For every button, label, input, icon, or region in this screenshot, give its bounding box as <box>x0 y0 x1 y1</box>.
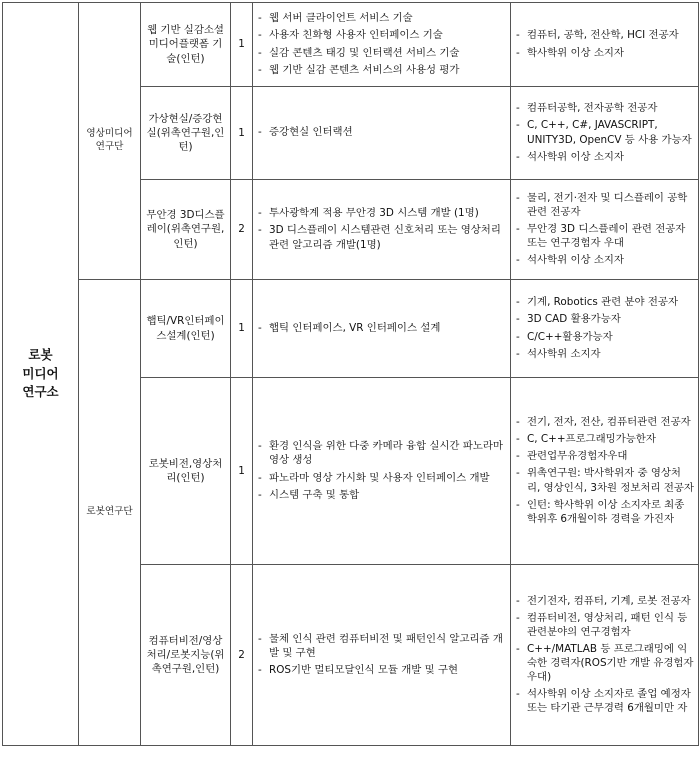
qualification-item: - 기계, Robotics 관련 분야 전공자 <box>515 295 694 309</box>
tasks-cell <box>253 3 511 87</box>
dept-cell <box>79 280 141 746</box>
qualification-item: - C, C++, C#, JAVASCRIPT, UNITY3D, OpenCV 등 사용 가능자 <box>515 118 694 146</box>
qualification-item: - 석사학위 이상 소지자로 졸업 예정자 또는 타기관 근무경력 6개월미만 자 <box>515 687 694 715</box>
position-line: 무안경 3D <box>146 209 195 222</box>
qualification-item: - 학사학위 이상 소지자 <box>515 46 694 60</box>
position-line: 영상처리 <box>166 457 223 484</box>
task-item: - 실감 콘텐츠 태깅 및 인터랙션 서비스 기술 <box>257 46 506 60</box>
position-line: 플랫폼 기술 <box>166 38 223 65</box>
position-line: 로봇지능 <box>170 648 211 661</box>
task-list <box>257 632 506 677</box>
task-item: - 시스템 구축 및 통합 <box>257 488 506 502</box>
task-item: - ROS기반 멀티모달인식 모듈 개발 및 구현 <box>257 663 506 677</box>
position-line: 인턴) <box>178 126 225 154</box>
qualifications-cell <box>511 180 699 280</box>
qualification-item: - 물리, 전기·전자 및 디스플레이 공학 관련 전공자 <box>515 191 694 219</box>
tasks-cell <box>253 565 511 746</box>
position-line: 로봇비전, <box>148 457 193 470</box>
task-list <box>257 11 506 76</box>
task-item: - 물체 인식 관련 컴퓨터비전 및 패턴인식 알고리즘 개발 및 구현 <box>257 632 506 660</box>
tasks-cell <box>253 280 511 378</box>
count-cell: 1 <box>231 378 253 565</box>
dept-cell <box>79 3 141 280</box>
position-line: 가상현실/ <box>148 112 193 125</box>
recruitment-table <box>2 2 699 746</box>
qualifications-cell <box>511 87 699 180</box>
qualification-list <box>515 101 694 163</box>
org-name-line: 미디어 <box>22 365 59 381</box>
qualification-item: - 무안경 3D 디스플레이 관련 전공자 또는 연구경험자 우대 <box>515 222 694 250</box>
table-row <box>3 3 699 87</box>
task-item: - 증강현실 인터랙션 <box>257 125 506 139</box>
task-item: - 사용자 친화형 사용자 인터페이스 기술 <box>257 28 506 42</box>
qualification-list <box>515 191 694 267</box>
position-cell <box>141 280 231 378</box>
tasks-cell <box>253 87 511 180</box>
qualification-item: - C++/MATLAB 등 프로그래밍에 익숙한 경력자(ROS기반 개발 유경험자 우대) <box>515 642 694 684</box>
qualification-list <box>515 28 694 59</box>
org-name-line: 로봇 <box>28 346 53 362</box>
qualification-item: - 컴퓨터비전, 영상처리, 패턴 인식 등 관련분야의 연구경험자 <box>515 611 694 639</box>
count-cell: 1 <box>231 87 253 180</box>
task-list <box>257 321 506 335</box>
qualification-item: - 석사학위 소지자 <box>515 347 694 361</box>
dept-name-line: 영상미디어 <box>86 128 133 140</box>
qualifications-cell <box>511 565 699 746</box>
dept-name-line: 로봇연구단 <box>86 506 133 518</box>
qualification-item: - 컴퓨터, 공학, 전산학, HCI 전공자 <box>515 28 694 42</box>
position-line: 인턴) <box>173 237 198 250</box>
task-item: - 3D 디스플레이 시스템관련 신호처리 또는 영상처리관련 알고리즘 개발(1명) <box>257 223 506 251</box>
position-cell <box>141 180 231 280</box>
position-line: (위촉연구원, <box>151 648 225 676</box>
qualifications-cell <box>511 280 699 378</box>
qualifications-cell <box>511 378 699 565</box>
position-line: 증강현실 <box>146 112 223 139</box>
table-row <box>3 280 699 378</box>
position-line: 인턴) <box>195 663 220 676</box>
position-cell <box>141 87 231 180</box>
task-item: - 환경 인식을 위한 다중 카메라 융합 실시간 파노라마 영상 생성 <box>257 439 506 467</box>
task-item: - 파노라마 영상 가시화 및 사용자 인터페이스 개발 <box>257 471 506 485</box>
position-cell <box>141 565 231 746</box>
count-cell: 2 <box>231 565 253 746</box>
task-list <box>257 439 506 501</box>
qualification-item: - 전기, 전자, 전산, 컴퓨터관련 전공자 <box>515 415 694 429</box>
task-list <box>257 125 506 139</box>
task-list <box>257 206 506 251</box>
qualification-item: - 관련업무유경험자우대 <box>515 449 694 463</box>
position-cell <box>141 3 231 87</box>
position-line: 디스플레이 <box>146 209 225 236</box>
task-item: - 햅틱 인터페이스, VR 인터페이스 설계 <box>257 321 506 335</box>
org-cell <box>3 3 79 746</box>
dept-name-line: 연구단 <box>95 141 124 152</box>
qualifications-cell <box>511 3 699 87</box>
tasks-cell <box>253 378 511 565</box>
task-item: - 웹 서버 클라이언트 서비스 기술 <box>257 11 506 25</box>
position-line: 설계 <box>166 329 187 342</box>
qualification-item: - 위촉연구원: 박사학위자 중 영상처리, 영상인식, 3차원 정보처리 전공자 <box>515 466 694 494</box>
qualification-list <box>515 415 694 525</box>
tasks-cell <box>253 180 511 280</box>
count-cell: 1 <box>231 3 253 87</box>
position-line: 컴퓨터비전/ <box>148 634 203 647</box>
position-line: 인터페이스 <box>156 315 225 342</box>
count-cell: 1 <box>231 280 253 378</box>
position-line: (인턴) <box>176 52 205 65</box>
count-cell: 2 <box>231 180 253 280</box>
position-line: 영상처리/ <box>146 634 223 661</box>
position-cell <box>141 378 231 565</box>
qualification-item: - C/C++활용가능자 <box>515 330 694 344</box>
position-line: 소셜 미디어 <box>148 24 224 51</box>
qualification-item: - 3D CAD 활용가능자 <box>515 312 694 326</box>
qualification-item: - 석사학위 이상 소지자 <box>515 253 694 267</box>
position-line: 웹 기반 실감 <box>147 24 204 37</box>
task-item: - 웹 기반 실감 콘텐츠 서비스의 사용성 평가 <box>257 63 506 77</box>
qualification-item: - 전기전자, 컴퓨터, 기계, 로봇 전공자 <box>515 594 694 608</box>
org-name-line: 연구소 <box>22 384 59 400</box>
position-line: (인턴) <box>186 329 215 342</box>
qualification-item: - 석사학위 이상 소지자 <box>515 150 694 164</box>
task-item: - 투사광학계 적용 무안경 3D 시스템 개발 (1명) <box>257 206 506 220</box>
position-line: 햅틱/VR <box>146 315 185 328</box>
position-line: (위촉연구원, <box>166 223 225 236</box>
qualification-list <box>515 594 694 715</box>
qualification-item: - C, C++프로그래밍가능한자 <box>515 432 694 446</box>
position-line: (위촉연구원, <box>156 126 215 139</box>
qualification-item: - 컴퓨터공학, 전자공학 전공자 <box>515 101 694 115</box>
position-line: (인턴) <box>176 472 205 484</box>
qualification-item: - 인턴: 학사학위 이상 소지자로 최종학위후 6개월이하 경력을 가진자 <box>515 498 694 526</box>
qualification-list <box>515 295 694 360</box>
